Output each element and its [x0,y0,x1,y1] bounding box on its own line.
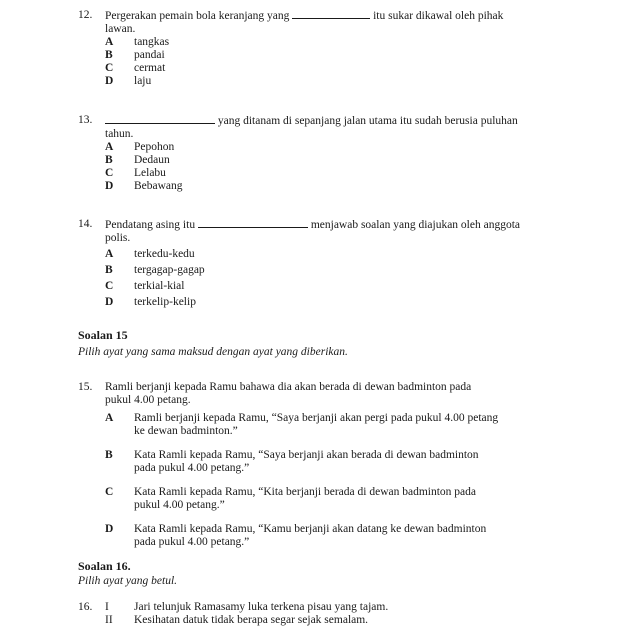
question-text: Pergerakan pemain bola keranjang yang [105,10,290,22]
option-letter: D [105,180,114,192]
question-number: 13. [78,114,93,126]
option-a [78,36,566,49]
roman-numeral: II [105,614,113,626]
question-text-continued: lawan. [105,23,136,35]
option-text: Bebawang [134,180,183,192]
answer-blank [105,114,215,124]
option-letter: B [105,449,113,461]
option-text: Ramli berjanji kepada Ramu, “Saya berjanji akan pergi pada pukul 4.00 petang [134,412,499,424]
statement-ii [78,614,566,627]
option-letter: A [105,36,114,48]
question-text: Pendatang asing itu [105,219,196,231]
question-text: yang ditanam di sepanjang jalan utama itu sudah berusia puluhan [217,115,518,127]
question-15 [78,381,566,549]
option-text: Pepohon [134,141,175,153]
section-instruction-16: Pilih ayat yang betul. [78,575,178,587]
statement-text: Kesihatan datuk tidak berapa segar sejak semalam. [134,614,369,626]
option-text: Kata Ramli kepada Ramu, “Kita berjanji berada di dewan badminton pada [134,486,477,498]
option-text: terkial-kial [134,280,185,292]
statement-text: Jari telunjuk Ramasamy luka terkena pisau yang tajam. [134,601,389,613]
option-text: terkelip-kelip [134,296,196,308]
option-letter: D [105,523,114,535]
question-text: itu sukar dikawal oleh pihak [373,10,504,22]
option-a [78,248,566,261]
option-text: terkedu-kedu [134,248,195,260]
question-16 [78,601,566,627]
option-text: Lelabu [134,167,166,179]
option-d [78,523,566,549]
option-letter: C [105,280,114,292]
option-c [78,486,566,512]
option-letter: D [105,75,114,87]
question-number: 16. [78,601,93,613]
option-letter: B [105,264,113,276]
question-number: 15. [78,381,93,393]
option-a [78,141,566,154]
option-d [78,75,566,88]
section-instruction-15: Pilih ayat yang sama maksud dengan ayat yang diberikan. [78,346,348,358]
question-text-continued: tahun. [105,128,134,140]
option-d [78,296,566,309]
section-title-15: Soalan 15 [78,328,128,342]
question-14-stem [78,218,566,232]
option-letter: B [105,49,113,61]
option-c [78,62,566,75]
question-text: menjawab soalan yang diajukan oleh anggota [310,219,520,231]
statement-i [78,601,566,614]
option-text: laju [134,75,152,87]
option-text: Kata Ramli kepada Ramu, “Kamu berjanji akan datang ke dewan badminton [134,523,487,535]
question-14 [78,218,566,309]
option-b [78,49,566,62]
answer-blank [198,218,308,228]
answer-blank [292,9,370,19]
question-13-stem [78,114,566,128]
question-text-continued: pukul 4.00 petang. [105,394,191,406]
option-b [78,449,566,475]
option-text: Dedaun [134,154,170,166]
question-15-stem [78,381,566,394]
option-text: pada pukul 4.00 petang.” [134,462,250,474]
option-text: Kata Ramli kepada Ramu, “Saya berjanji akan berada di dewan badminton [134,449,479,461]
option-text: pada pukul 4.00 petang.” [134,536,250,548]
option-c [78,280,566,293]
option-text: tergagap-gagap [134,264,205,276]
option-c [78,167,566,180]
question-text: Ramli berjanji kepada Ramu bahawa dia akan berada di dewan badminton pada [105,381,472,393]
option-text: cermat [134,62,166,74]
option-a [78,412,566,438]
option-letter: C [105,167,114,179]
option-letter: C [105,486,114,498]
question-number: 12. [78,9,93,21]
roman-numeral: I [105,601,109,613]
option-letter: A [105,248,114,260]
option-b [78,264,566,277]
option-b [78,154,566,167]
option-letter: D [105,296,114,308]
option-d [78,180,566,193]
option-letter: C [105,62,114,74]
question-13 [78,114,566,193]
option-letter: A [105,141,114,153]
option-letter: B [105,154,113,166]
question-12 [78,9,566,88]
option-text: tangkas [134,36,170,48]
option-text: pandai [134,49,165,61]
section-title-16: Soalan 16. [78,559,131,573]
option-letter: A [105,412,114,424]
question-12-stem [78,9,566,23]
question-number: 14. [78,218,93,230]
question-text-continued: polis. [105,232,131,244]
option-text: pukul 4.00 petang.” [134,499,225,511]
option-text: ke dewan badminton.” [134,425,238,437]
